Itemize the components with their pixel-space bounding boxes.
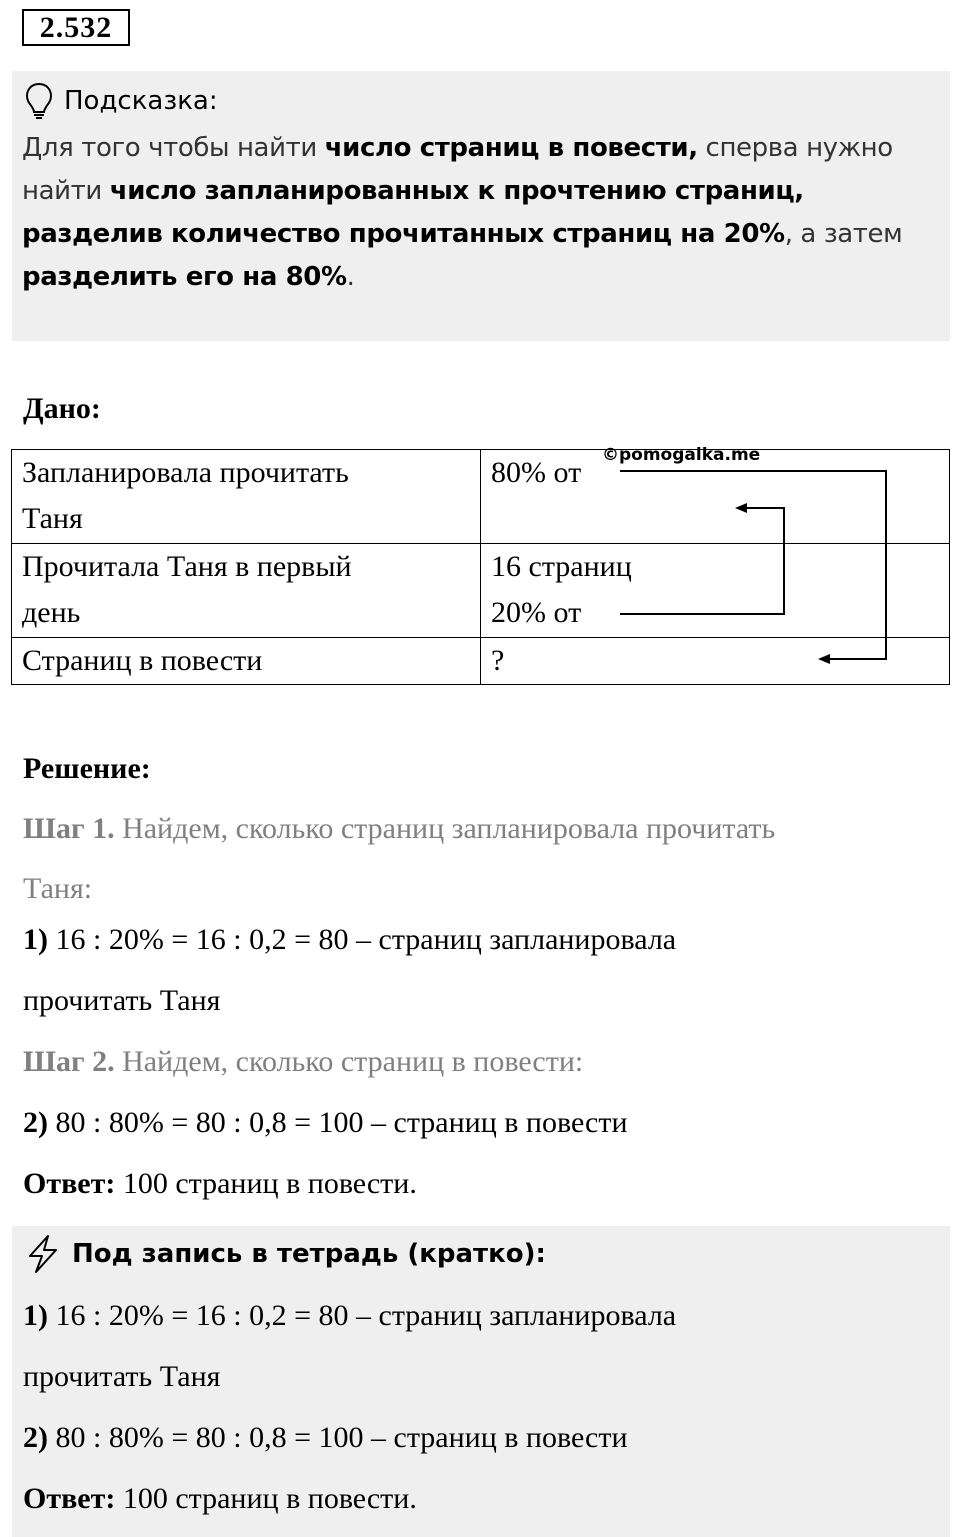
short-calc2-text: 80 : 80% = 80 : 0,8 = 100 – страниц в повести: [48, 1421, 628, 1454]
calc1-number: 1): [23, 923, 48, 956]
cell-text: ?: [491, 644, 505, 677]
calc1-line: [23, 923, 676, 957]
watermark: ©pomogalka.me: [602, 445, 761, 465]
hint-fragment: найти: [22, 176, 110, 206]
calc1-text: 16 : 20% = 16 : 0,2 = 80 – страниц запланировала: [48, 923, 677, 956]
step1-text: Найдем, сколько страниц запланировала прочитать: [114, 812, 776, 845]
hint-fragment: сперва нужно: [697, 133, 893, 163]
task-number: 2.532: [22, 9, 130, 46]
answer-line: [23, 1167, 417, 1201]
step1-line: [23, 812, 775, 846]
hint-bold-fragment: разделить его на 80%: [22, 262, 347, 292]
step1-title: Шаг 1.: [23, 812, 115, 845]
arrow-outer: [620, 471, 886, 659]
cell-text: Запланировала прочитать: [22, 456, 349, 489]
short-calc2-line: [23, 1421, 628, 1455]
step2-line: [23, 1045, 583, 1079]
cell-text: 80% от: [491, 456, 582, 489]
hint-fragment: , а затем: [784, 219, 903, 249]
given-label: Дано:: [23, 392, 101, 425]
lightning-icon: [24, 1234, 62, 1274]
calc2-line: [23, 1106, 628, 1140]
cell-text: 20% от: [491, 596, 582, 629]
short-calc1-text: 16 : 20% = 16 : 0,2 = 80 – страниц запланировала: [48, 1299, 677, 1332]
arrow-inner-head: [735, 503, 747, 513]
short-calc1-cont: прочитать Таня: [23, 1360, 221, 1393]
step1-cont: Таня:: [23, 872, 93, 905]
hint-title: Подсказка:: [64, 86, 218, 116]
short-answer-label: Ответ:: [23, 1482, 116, 1515]
short-calc1-line: [23, 1299, 676, 1333]
calc2-number: 2): [23, 1106, 48, 1139]
hint-bold-fragment: число страниц в повести,: [324, 133, 698, 163]
short-answer-line: [23, 1482, 417, 1516]
cell-text: Страниц в повести: [22, 644, 263, 677]
short-answer-text: 100 страниц в повести.: [115, 1482, 417, 1515]
cell-text: Таня: [22, 502, 83, 535]
short-header: [24, 1234, 546, 1274]
arrow-inner: [620, 508, 784, 614]
step2-title: Шаг 2.: [23, 1045, 115, 1078]
hint-bold-fragment: число запланированных к прочтению страниц,: [109, 176, 804, 206]
answer-text: 100 страниц в повести.: [115, 1167, 417, 1200]
solution-label: Решение:: [23, 752, 151, 785]
short-calc2-number: 2): [23, 1421, 48, 1454]
short-title: Под запись в тетрадь (кратко):: [72, 1239, 546, 1269]
cell-text: 16 страниц: [491, 550, 632, 583]
answer-label: Ответ:: [23, 1167, 116, 1200]
hint-fragment: .: [346, 262, 355, 292]
hint-fragment: Для того чтобы найти: [22, 133, 325, 163]
relation-arrows: [0, 0, 960, 700]
cell-text: день: [22, 596, 81, 629]
hint-bold-fragment: разделив количество прочитанных страниц на 20%: [22, 219, 785, 249]
calc2-text: 80 : 80% = 80 : 0,8 = 100 – страниц в повести: [48, 1106, 628, 1139]
calc1-cont: прочитать Таня: [23, 984, 221, 1017]
short-calc1-number: 1): [23, 1299, 48, 1332]
cell-text: Прочитала Таня в первый: [22, 550, 352, 583]
step2-text: Найдем, сколько страниц в повести:: [114, 1045, 584, 1078]
arrow-outer-head: [818, 654, 830, 664]
